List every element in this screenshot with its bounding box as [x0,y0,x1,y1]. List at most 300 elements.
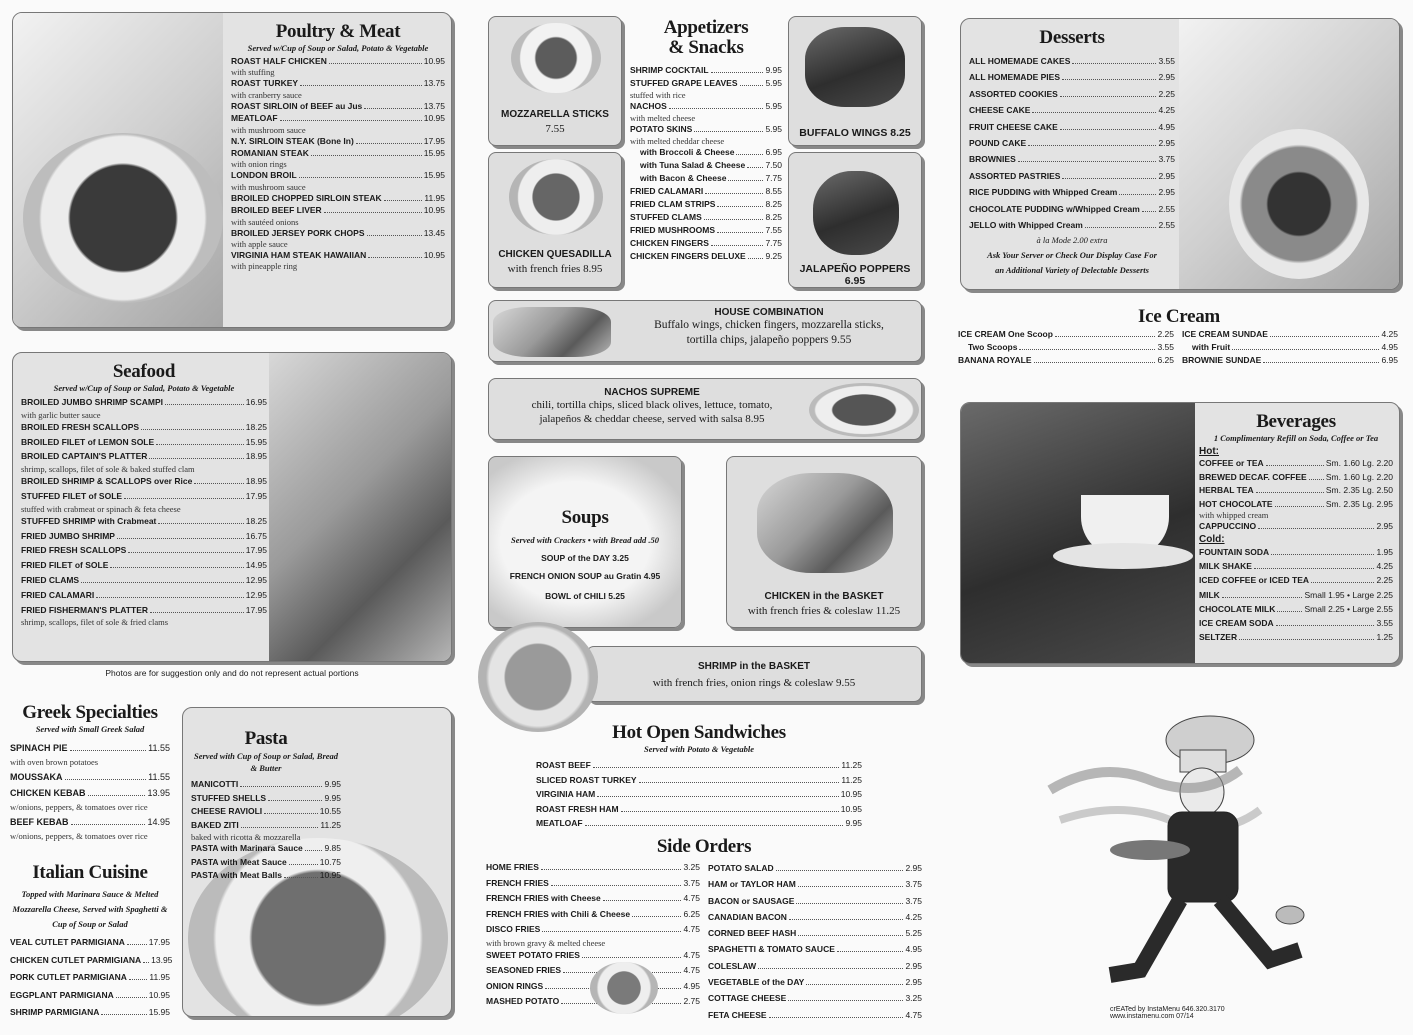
dot-leader [158,523,243,524]
dot-leader [364,108,421,109]
hot-beverage-item [1199,457,1393,471]
item-price: 13.75 [423,78,445,89]
poultry-subtitle: Served w/Cup of Soup or Salad, Potato & Vegetable [247,43,429,53]
item-price: 8.25 [765,199,782,209]
item-name: BROWNIES [969,154,1016,165]
pasta-item [191,842,341,856]
dot-leader [284,877,318,878]
appetizers-section [630,18,782,263]
item-name: ICE CREAM One Scoop [958,329,1053,339]
poultry-item [231,227,445,239]
item-price: 4.95 [1381,342,1398,352]
dot-leader [116,997,147,998]
item-name: MASHED POTATO [486,996,560,1006]
nachos-name: NACHOS SUPREME [604,387,700,398]
dot-leader [299,177,422,178]
dot-leader [124,498,244,499]
italian-item [10,1004,170,1022]
item-name: FETA CHEESE [708,1009,767,1020]
dot-leader [788,1000,903,1001]
greek-subtitle: Served with Small Greek Salad [35,724,145,734]
pasta-subtitle: Served with Cup of Soup or Salad, Bread & Butter [193,751,339,773]
side-item [708,1007,922,1023]
item-name: CHICKEN FINGERS DELUXE [630,251,746,261]
item-name: SEASONED FRIES [486,965,562,975]
dot-leader [264,813,318,814]
dot-leader [241,827,319,828]
dot-leader [1028,145,1156,146]
chicken-basket-name: CHICKEN in the BASKET [764,591,884,602]
dot-leader [1060,129,1157,130]
item-price: 10.95 [840,789,862,799]
item-price: 7.55 [765,225,782,235]
seafood-subtitle: Served w/Cup of Soup or Salad, Potato & Vegetable [53,383,235,393]
item-price: Small 1.95 • Large 2.25 [1304,589,1393,600]
item-price: 5.95 [765,78,782,88]
item-name: FRIED CLAMS [21,574,80,585]
item-price: 6.95 [1381,355,1398,365]
item-price: 13.95 [147,788,170,798]
item-price: 2.95 [1158,187,1175,198]
item-name: PASTA with Marinara Sauce [191,843,303,853]
icecream-item [1182,341,1398,354]
dot-leader [1018,161,1157,162]
item-price: 8.25 [765,212,782,222]
dot-leader [356,143,422,144]
item-price: 4.75 [683,893,700,903]
fries-plate-image [590,962,658,1014]
item-name: VEAL CUTLET PARMIGIANA [10,937,125,947]
item-price: 4.25 [905,911,922,922]
dessert-item [969,135,1175,151]
item-note: with oven brown potatoes [10,757,99,767]
dot-leader [280,120,422,121]
nachos-line1: chili, tortilla chips, sliced black olives, lettuce, tomato, [531,399,773,411]
item-note: shrimp, scallops, filet of sole & fried clams [21,617,169,628]
side-item [486,876,700,892]
item-name: SHRIMP PARMIGIANA [10,1007,100,1017]
seafood-item [21,420,267,435]
item-name: MEATLOAF [231,113,278,124]
appetizer-item [630,224,782,237]
footer-credit [1110,1006,1310,1020]
seafood-item [21,588,267,603]
item-name: Two Scoops [968,342,1018,352]
item-price: 17.95 [245,490,267,501]
dot-leader [1019,349,1155,350]
item-price: 6.25 [1157,355,1174,365]
item-price: 9.95 [765,65,782,75]
item-note: shrimp, scallops, filet of sole & baked stuffed clam [21,464,195,475]
item-price: 9.95 [324,792,341,803]
dot-leader [384,200,423,201]
item-name: SPINACH PIE [10,743,68,753]
item-price: 8.55 [765,186,782,196]
icecream-item [958,341,1174,354]
item-name: with Fruit [1192,342,1231,352]
item-price: 9.95 [845,818,862,828]
item-name: ALL HOMEMADE CAKES [969,56,1071,66]
soup-item-2: FRENCH ONION SOUP au Gratin 4.95 [509,571,661,581]
item-price: 13.45 [423,227,445,238]
dot-leader [1060,96,1157,97]
item-price: 18.95 [245,476,267,487]
sandwiches-list [536,758,862,831]
item-price: 15.95 [423,148,445,159]
nachos-line2: jalapeños & cheddar cheese, served with salsa 8.95 [539,413,765,425]
item-note: with mushroom sauce [231,124,306,135]
seafood-photo [269,353,452,662]
dot-leader [806,984,903,985]
item-name: FRIED MUSHROOMS [630,225,715,235]
item-price: 2.55 [1158,220,1175,231]
dessert-note-2: an Additional Variety of Delectable Desserts [995,265,1149,276]
wings-image [805,27,905,107]
item-name: ROAST FRESH HAM [536,803,619,814]
dot-leader [1277,611,1302,612]
sides-right-list [708,860,922,1023]
item-price: 3.75 [683,877,700,888]
seafood-item [21,474,267,489]
appetizers-title-2: & Snacks [668,37,744,58]
item-name: EGGPLANT PARMIGIANA [10,989,114,1000]
item-name: POTATO SKINS [630,124,693,134]
item-price: 18.95 [245,451,267,462]
item-name: MANICOTTI [191,779,239,789]
chicken-basket-box [726,456,922,628]
item-price: 2.25 [1376,575,1393,586]
dot-leader [1311,582,1374,583]
dot-leader [1270,336,1380,337]
side-item [486,907,700,923]
dot-leader [1271,554,1374,555]
dot-leader [368,257,422,258]
item-price: 4.25 [1381,329,1398,339]
item-price: 7.75 [765,238,782,248]
credit-text: crEATed by InstaMenu 646.320.3170 [1110,1006,1225,1013]
icecream-item [1182,354,1398,367]
item-price: Sm. 2.35 Lg. 2.95 [1325,498,1393,509]
cold-beverage-item [1199,616,1393,630]
desserts-panel [960,18,1400,290]
dot-leader [127,944,147,945]
greek-title: Greek Specialties [22,702,158,723]
dessert-item [969,69,1175,85]
dot-leader [789,919,904,920]
item-price: 4.25 [1158,105,1175,116]
dot-leader [101,1014,146,1015]
italian-item [10,934,170,952]
item-name: CAPPUCCINO [1199,521,1257,532]
item-price: 17.95 [245,604,267,615]
italian-section [10,862,173,1022]
seafood-item [21,514,267,529]
item-price: 2.95 [905,960,922,971]
seafood-title: Seafood [112,361,176,382]
dot-leader [758,968,903,969]
item-name: N.Y. SIRLOIN STEAK (Bone In) [231,135,354,146]
pasta-item [191,869,341,883]
item-name: BROILED CHOPPED SIRLOIN STEAK [231,192,382,203]
quesadilla-box [488,152,622,288]
cold-label: Cold: [1199,533,1225,545]
dot-leader [70,750,147,751]
hot-beverage-item [1199,520,1393,534]
item-name: BROILED JERSEY PORK CHOPS [231,227,365,238]
item-price: 3.25 [905,993,922,1004]
shrimp-basket-desc: with french fries, onion rings & coleslaw 9.55 [652,677,856,689]
item-name: FOUNTAIN SODA [1199,546,1270,557]
appetizer-item [630,146,782,159]
quesadilla-desc: with french fries 8.95 [507,263,603,275]
dot-leader [711,72,764,73]
dot-leader [748,258,764,259]
item-name: FRENCH FRIES with Chili & Cheese [486,908,631,919]
seafood-panel [12,352,452,662]
item-name: SHRIMP COCKTAIL [630,65,709,75]
item-price: 1.25 [1376,632,1393,643]
poultry-item [231,77,445,89]
poultry-item [231,204,445,216]
item-price: 3.55 [1157,342,1174,352]
poppers-image [813,171,899,255]
item-price: 18.25 [245,515,267,526]
item-name: POUND CAKE [969,138,1027,149]
item-name: FRIED FRESH SCALLOPS [21,545,127,556]
dot-leader [705,193,763,194]
item-name: NACHOS [630,101,667,111]
item-price: Sm. 1.60 Lg. 2.20 [1325,471,1393,482]
item-price: 6.25 [683,908,700,919]
item-name: BROILED FRESH SCALLOPS [21,421,140,432]
item-name: RICE PUDDING with Whipped Cream [969,187,1118,198]
soups-subtitle: Served with Crackers • with Bread add .50 [511,535,659,545]
poultry-item [231,135,445,147]
dot-leader [1062,79,1156,80]
item-price: 11.95 [149,972,170,982]
seafood-item [21,529,267,544]
soup-item-1: SOUP of the DAY 3.25 [541,553,629,563]
item-name: STUFFED SHELLS [191,792,267,803]
dot-leader [798,886,904,887]
item-name: COTTAGE CHEESE [708,993,787,1004]
item-name: STUFFED CLAMS [630,212,702,222]
item-price: 10.95 [423,250,445,261]
appetizer-item [630,172,782,185]
dot-leader [1055,336,1156,337]
item-name: ASSORTED PASTRIES [969,170,1061,181]
sandwiches-subtitle: Served with Potato & Vegetable [643,744,755,754]
soups-box [488,456,682,628]
appetizers-title-1: Appetizers [663,17,749,38]
item-name: BANANA ROYALE [958,355,1032,365]
italian-subtitle: Topped with Marinara Sauce & Melted Mozzarella Cheese, Served with Spaghetti & Cup of Soup or Salad [12,889,168,929]
photo-disclaimer: Photos are for suggestion only and do not represent actual portions [105,668,359,678]
item-price: 11.95 [424,192,445,203]
side-item [708,909,922,925]
cold-beverage-item [1199,588,1393,602]
item-name: with Tuna Salad & Cheese [640,160,746,170]
item-price: 10.95 [319,870,341,880]
item-price: 4.75 [683,965,700,975]
dot-leader [585,825,844,826]
dot-leader [796,903,903,904]
seafood-item [21,395,267,410]
item-price: 11.25 [320,819,341,830]
hot-beverages-list [1199,457,1393,534]
item-name: VIRGINIA HAM [536,789,596,799]
dot-leader [88,795,146,796]
item-price: 2.95 [905,977,922,988]
dessert-item [969,102,1175,118]
pasta-item [191,778,341,792]
item-name: SWEET POTATO FRIES [486,949,580,960]
appetizer-item [630,77,782,90]
dot-leader [603,900,682,901]
shrimp-basket-name: SHRIMP in the BASKET [697,661,811,672]
item-name: FRENCH FRIES [486,877,549,888]
item-name: PASTA with Meat Sauce [191,856,287,867]
dot-leader [1085,227,1157,228]
dot-leader [150,612,244,613]
item-name: BAKED ZITI [191,819,239,830]
item-price: Sm. 1.60 Lg. 2.20 [1325,458,1393,468]
dot-leader [1309,479,1324,480]
dessert-item [969,151,1175,167]
hot-beverage-item [1199,498,1393,512]
item-name: FRENCH FRIES with Cheese [486,893,601,903]
appetizer-item [630,64,782,77]
item-price: 17.95 [245,545,267,556]
side-item [708,925,922,941]
hot-label: Hot: [1199,446,1219,457]
poultry-item [231,112,445,124]
item-price: 17.95 [423,135,445,146]
jalapeno-poppers-box [788,152,922,288]
item-price: 3.55 [1376,617,1393,628]
side-item [708,876,922,892]
dot-leader [81,582,244,583]
appetizer-item [630,123,782,136]
pasta-item [191,805,341,819]
appetizer-item [630,211,782,224]
dot-leader [165,404,244,405]
dot-leader [149,458,243,459]
dot-leader [289,864,318,865]
sandwich-item [536,758,862,773]
wings-name: BUFFALO WINGS 8.25 [799,127,911,139]
italian-item [10,952,173,970]
dot-leader [632,916,681,917]
item-price: 5.25 [905,928,922,939]
dot-leader [694,131,763,132]
item-name: FRUIT CHEESE CAKE [969,121,1058,132]
mozzarella-sticks-box [488,16,622,146]
greek-item [10,785,170,801]
sandwich-item [536,787,862,802]
house-line2: tortilla chips, jalapeño poppers 9.55 [686,334,852,346]
dot-leader [1072,63,1156,64]
house-combination-box [488,300,922,362]
house-combo-image [493,307,611,357]
house-line1: Buffalo wings, chicken fingers, mozzarella sticks, [654,319,884,331]
item-price: 10.95 [423,56,445,66]
item-note: with mushroom sauce [231,181,306,192]
cold-beverages-list [1199,545,1393,644]
desserts-title: Desserts [1039,27,1105,48]
mozzarella-price: 7.55 [545,123,565,135]
item-note: with whipped cream [1199,510,1269,521]
item-price: 7.50 [765,160,782,170]
icecream-section [958,306,1400,367]
item-name: CHOCOLATE PUDDING w/Whipped Cream [969,203,1140,214]
cold-beverage-item [1199,559,1393,573]
dot-leader [129,979,147,980]
item-name: BACON or SAUSAGE [708,895,795,906]
beverages-title: Beverages [1256,411,1336,432]
item-name: FRIED CLAM STRIPS [630,199,716,209]
italian-item [10,969,170,987]
item-note: with melted cheddar cheese [630,136,725,146]
item-price: 2.95 [1158,170,1175,181]
poultry-item [231,192,445,204]
item-price: 12.95 [245,574,267,585]
pasta-item [191,819,341,833]
dot-leader [367,235,422,236]
side-item [708,990,922,1006]
credit-url: www.instamenu.com [1110,1013,1175,1020]
dot-leader [597,796,839,797]
item-price: 10.95 [840,803,862,814]
dot-leader [1239,639,1374,640]
item-name: BROILED FILET of LEMON SOLE [21,436,155,447]
dot-leader [747,167,763,168]
dot-leader [639,782,840,783]
item-note: with melted cheese [630,113,696,123]
item-name: ROAST BEEF [536,760,591,770]
dot-leader [621,811,839,812]
poultry-item [231,147,445,159]
item-name: MILK [1199,589,1220,600]
side-item [486,860,700,876]
dessert-item [969,201,1175,217]
icecream-item [958,328,1174,341]
item-note: stuffed with crabmeat or spinach & feta cheese [21,503,181,514]
greek-item [10,769,170,785]
item-price: 2.25 [1158,88,1175,99]
item-price: 18.25 [245,421,267,432]
item-price: 10.95 [423,113,445,124]
shrimp-basket-image [478,622,598,732]
side-item [486,948,700,964]
hot-beverage-item [1199,471,1393,485]
mozzarella-image [511,23,601,93]
dot-leader [798,935,903,936]
item-name: PASTA with Meat Balls [191,870,282,880]
seafood-item [21,573,267,588]
pasta-panel [182,707,452,1017]
greek-item [10,740,170,756]
dot-leader [728,180,763,181]
hot-beverage-item [1199,484,1393,498]
item-price: 11.25 [841,774,862,785]
dot-leader [110,567,243,568]
item-price: 4.75 [683,949,700,960]
greek-item [10,814,170,830]
item-price: 3.55 [1158,56,1175,66]
dot-leader [141,429,244,430]
cake-image [1229,129,1369,279]
